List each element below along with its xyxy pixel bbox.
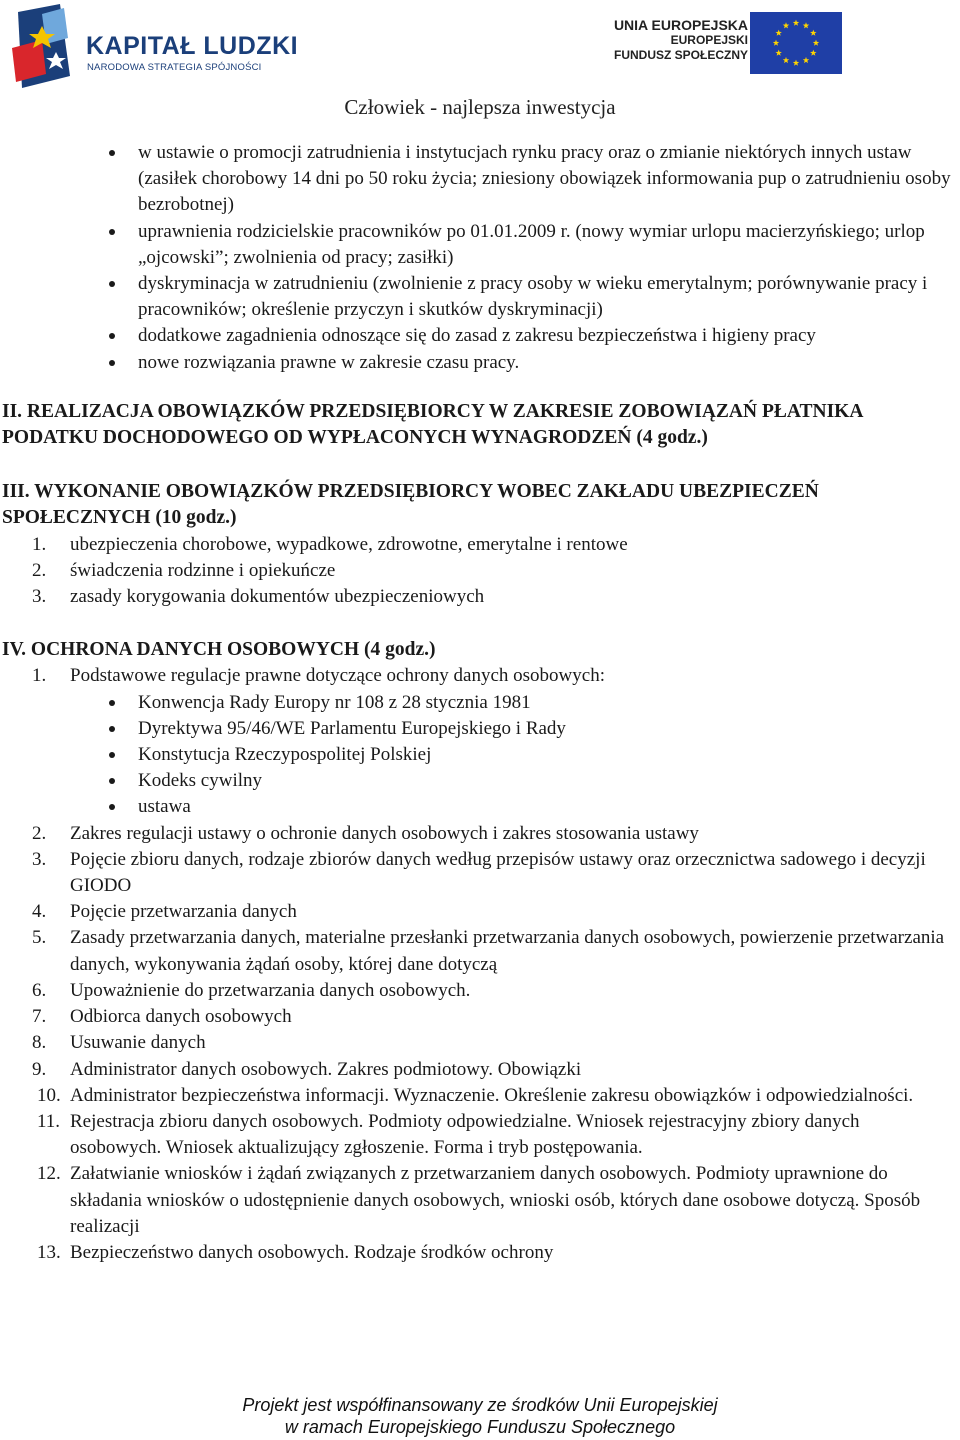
item-number: 13. (37, 1241, 61, 1263)
item-number: 4. (32, 901, 47, 923)
list-item (0, 1004, 960, 1030)
list-item (0, 1030, 960, 1056)
item-text: Podstawowe regulacje prawne dotyczące ochrony danych osobowych: (70, 665, 605, 687)
item-text: świadczenia rodzinne i opiekuńcze (70, 559, 336, 581)
section-4-list-continued (0, 821, 960, 1266)
list-item (0, 1083, 960, 1109)
item-number: 1. (32, 665, 47, 687)
kapital-ludzki-subtitle: NARODOWA STRATEGIA SPÓJNOŚCI (87, 62, 262, 73)
list-item (0, 584, 960, 610)
item-number: 5. (32, 927, 47, 949)
item-number: 1. (32, 533, 47, 555)
list-item (0, 558, 960, 584)
list-item (0, 847, 960, 899)
item-number: 2. (32, 822, 47, 844)
list-item: ustawa (0, 794, 960, 820)
item-text: Bezpieczeństwo danych osobowych. Rodzaje środków ochrony (70, 1241, 554, 1263)
list-item (0, 925, 960, 977)
item-text: Pojęcie przetwarzania danych (70, 901, 297, 923)
item-text: Odbiorca danych osobowych (70, 1006, 292, 1028)
item-text: Administrator bezpieczeństwa informacji. Wyznaczenie. Określenie zakresu obowiązków i odpowiedzialności. (70, 1084, 914, 1106)
item-number: 3. (32, 848, 47, 870)
item-text: Zasady przetwarzania danych, materialne przesłanki przetwarzania danych osobowych, powierzenie przetwarzania danych, wykonywania żądań osoby, której dane dotyczą (70, 927, 945, 975)
kapital-ludzki-flag-icon (12, 4, 82, 88)
footer-line1: Projekt jest współfinansowany ze środków Unii Europejskiej (242, 1395, 718, 1415)
item-text: Pojęcie zbioru danych, rodzaje zbiorów danych według przepisów ustawy oraz orzecznictwa sadowego i decyzji GIODO (70, 848, 926, 897)
item-text: Administrator danych osobowych. Zakres podmiotowy. Obowiązki (70, 1058, 582, 1080)
kapital-ludzki-title: KAPITAŁ LUDZKI (86, 32, 299, 60)
section-3-heading: III. WYKONANIE OBOWIĄZKÓW PRZEDSIĘBIORCY WOBEC ZAKŁADU UBEZPIECZEŃ SPOŁECZNYCH (10 godz.) (2, 481, 819, 529)
list-item: uprawnienia rodzicielskie pracowników po 01.01.2009 r. (nowy wymiar urlopu macierzyńskiego; urlop „ojcowski”; zwolnienia od pracy; zasiłki) (0, 219, 960, 271)
item-number: 6. (32, 979, 47, 1001)
list-item (0, 821, 960, 847)
item-number: 8. (32, 1032, 47, 1054)
lead-bullet-list (0, 140, 960, 376)
item-text: Załatwianie wniosków i żądań związanych z przetwarzaniem danych osobowych. Podmioty uprawnione do składania wniosków o udostępnienie danych osobowych, wnioski osób, których dane osobowe dotyczą. Sposób realizacji (70, 1163, 921, 1237)
list-item (0, 1161, 960, 1240)
eu-logo-text (610, 18, 748, 63)
item-number: 7. (32, 1006, 47, 1028)
page-header (0, 0, 960, 130)
list-item: dodatkowe zagadnienia odnoszące się do zasad z zakresu bezpieczeństwa i higieny pracy (0, 323, 960, 349)
list-item (0, 978, 960, 1004)
section-3-list (0, 532, 960, 611)
list-item: w ustawie o promocji zatrudnienia i instytucjach rynku pracy oraz o zmianie niektórych innych ustaw (zasiłek chorobowy 14 dni po 50 roku życia; zniesiony obowiązek informowania pup o zatrudnieniu osoby bezrobotnej) (0, 140, 960, 219)
list-item (0, 1109, 960, 1161)
item-number: 12. (37, 1163, 61, 1185)
list-item (0, 1240, 960, 1266)
eu-logo-line1: UNIA EUROPEJSKA (613, 17, 748, 33)
item-text: Zakres regulacji ustawy o ochronie danych osobowych i zakres stosowania ustawy (70, 822, 699, 844)
item-text: Usuwanie danych (70, 1032, 206, 1054)
eu-efs-logo (600, 12, 845, 72)
item-number: 2. (32, 559, 47, 581)
list-item: Konstytucja Rzeczypospolitej Polskiej (0, 742, 960, 768)
list-item (0, 532, 960, 558)
list-item: Dyrektywa 95/46/WE Parlamentu Europejskiego i Rady (0, 716, 960, 742)
section-4-heading: IV. OCHRONA DANYCH OSOBOWYCH (4 godz.) (2, 639, 436, 661)
list-item (0, 899, 960, 925)
motto: Człowiek - najlepsza inwestycja (344, 95, 616, 119)
section-4-list (0, 663, 960, 689)
kapital-ludzki-logo (12, 4, 299, 88)
item-text: ubezpieczenia chorobowe, wypadkowe, zdrowotne, emerytalne i rentowe (70, 533, 628, 555)
list-item: nowe rozwiązania prawne w zakresie czasu pracy. (0, 350, 960, 376)
item-text: zasady korygowania dokumentów ubezpieczeniowych (70, 586, 485, 608)
eu-logo-line3: FUNDUSZ SPOŁECZNY (613, 48, 748, 62)
item-number: 3. (32, 586, 47, 608)
item-text: Upoważnienie do przetwarzania danych osobowych. (70, 979, 471, 1001)
item-number: 9. (32, 1058, 47, 1080)
list-item: dyskryminacja w zatrudnieniu (zwolnienie z pracy osoby w wieku emerytalnym; porównywanie pracy i pracowników; określenie przyczyn i skutków dyskryminacji) (0, 271, 960, 323)
page-footer (0, 1394, 960, 1438)
item-number: 10. (37, 1084, 61, 1106)
list-item (0, 663, 960, 689)
document-body (0, 140, 960, 1266)
item-text: Rejestracja zbioru danych osobowych. Podmioty odpowiedzialne. Wniosek rejestracyjny zbiory danych osobowych. Wniosek aktualizujący zgłoszenie. Forma i tryb postępowania. (70, 1110, 860, 1159)
footer-line2: w ramach Europejskiego Funduszu Społecznego (284, 1417, 676, 1437)
item-number: 11. (37, 1110, 61, 1132)
section-2-heading: II. REALIZACJA OBOWIĄZKÓW PRZEDSIĘBIORCY W ZAKRESIE ZOBOWIĄZAŃ PŁATNIKA PODATKU DOCHODOWEGO OD WYPŁACONYCH WYNAGRODZEŃ (4 godz.) (2, 400, 863, 449)
eu-logo-line2: EUROPEJSKI (670, 33, 748, 47)
list-item (0, 1057, 960, 1083)
list-item: Kodeks cywilny (0, 768, 960, 794)
legal-acts-list (0, 690, 960, 821)
list-item: Konwencja Rady Europy nr 108 z 28 stycznia 1981 (0, 690, 960, 716)
eu-flag-icon (750, 12, 842, 74)
